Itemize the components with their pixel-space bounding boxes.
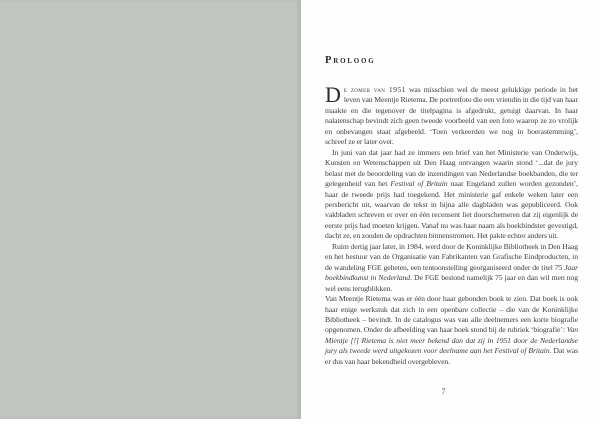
dropcap: D (325, 82, 341, 107)
italic-catalogue-quote: Van Mientje [!] Rietema is niet meer bekend dan dat zij in 1951 door de Nederlandse jury als tweede werd uitgekozen voor deelname aan het Festival of Britain. (325, 325, 578, 356)
paragraph-3-text-a: Ruim dertig jaar later, in 1984, werd door de Koninklijke Bibliotheek in Den Haag en het bestuur van de Organisatie van Fabrikanten van Grafische Eindproducten, in de wandeling FGE geheten, een tentoonstelling georganiseerd onder de titel (325, 241, 578, 272)
paragraph-3 (325, 242, 578, 294)
italic-event-name: Festival of Britain (390, 179, 448, 189)
body-text (325, 82, 578, 367)
paragraph-4-text-a: Van Meentje Rietema was er één door haar gebonden boek te zien. Dat boek is ook haar enige werkstuk dat zich in een openbare collectie – die van de Koninklijke Bibliotheek – bevindt. In de catalogus was van alle deelnemers een korte biografie opgenomen. Onder de afbeelding van haar boek stond bij de rubriek ‘biografie’: (325, 294, 578, 335)
paragraph-1-text: was misschien wel de meest gelukkige periode in het leven van Meentje Rietema. De portretfoto die een vriendin in die tijd van haar maakte en die tegenover de titelpagina is afgedrukt, getuigt daarvan. In haar nalatenschap bevindt zich geen tweede voorbeeld van een foto waarop ze zo vrolijk en onbevangen staat afgebeeld. ‘Toen verkeerden we nog in hoerastemming’, schreef ze er later over. (325, 85, 578, 147)
paragraph-4-text-b: Dat was er dus van haar bekendheid overgebleven. (325, 346, 578, 366)
paragraph-1 (325, 82, 578, 148)
page-number: 7 (441, 387, 446, 396)
right-page (301, 0, 600, 424)
chapter-heading: Proloog (325, 55, 376, 66)
paragraph-3-text-b: . De FGE bestond namelijk 75 jaar en dan wil men nog wel eens terugblikken. (325, 273, 578, 293)
smallcaps-opening: e zomer van 1951 (343, 85, 406, 94)
paragraph-4 (325, 294, 578, 367)
paragraph-2-text-a: In juni van dat jaar had ze immers een brief van het Ministerie van Onderwijs, Kunsten en Wetenschappen uit Den Haag ontvangen waarin stond ‘...dat de jury belast met de beoordeling van de inzendingen van Nederlandse boekbanden, die ter gelegenheid van het (325, 147, 578, 189)
left-page (0, 0, 301, 419)
italic-exhibition-title: 75 Jaar boekbindkunst in Nederland (325, 262, 578, 283)
paragraph-2 (325, 148, 578, 242)
paragraph-2-text-b: naar Engeland zullen worden gezonden’, haar de tweede prijs had toegekend. Het ministerie gaf enkele weken later een persbericht uit, waarvan de tekst in bijna alle dagbladen was gepubliceerd. Ook vakbladen schreven er over en één recensent liet doorschemeren dat zij eigenlijk de eerste prijs had moeten krijgen. Vanaf nu was haar naam als boekbindster gevestigd, dacht ze, en zouden de opdrachten binnenstromen. Het pakte echter anders uit. (325, 179, 578, 241)
